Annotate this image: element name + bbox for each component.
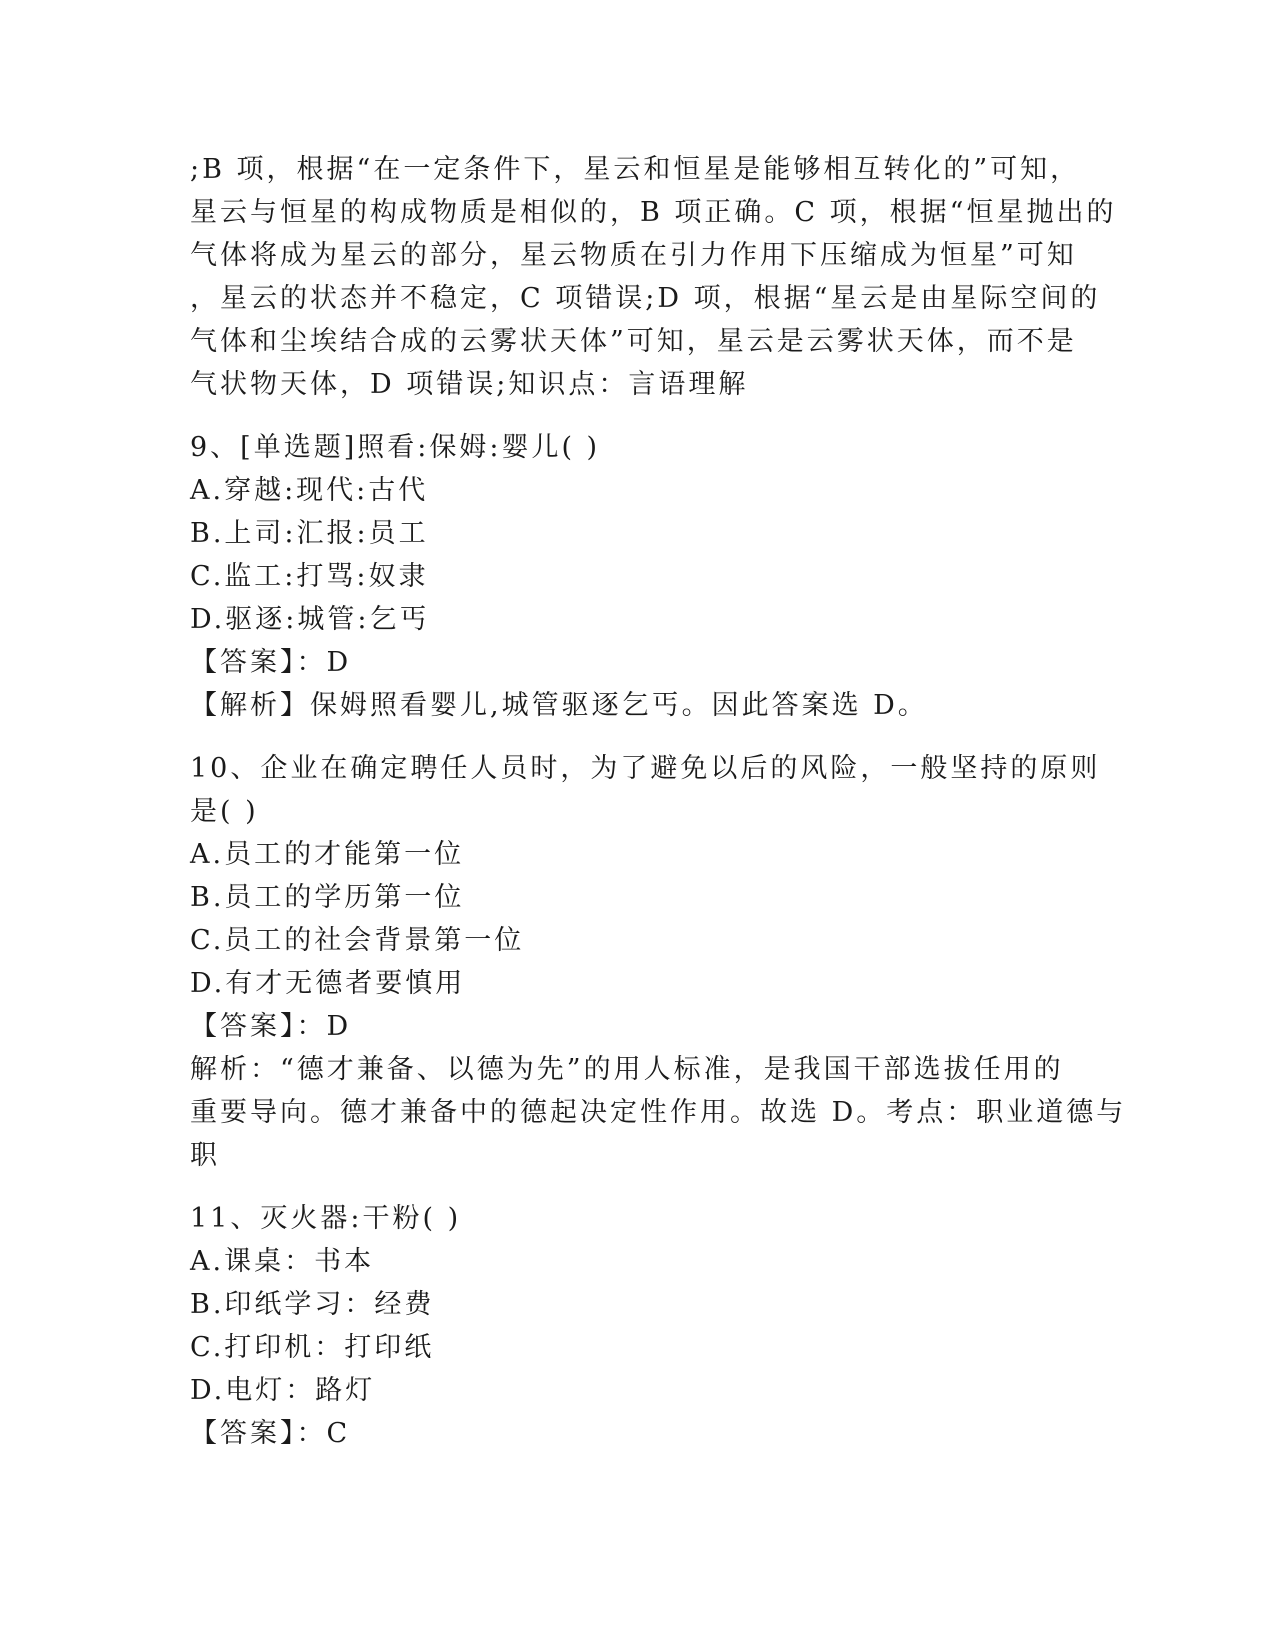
document-page — [190, 148, 1127, 1455]
question-text: 10、企业在确定聘任人员时，为了避免以后的风险，一般坚持的原则 — [190, 753, 1101, 784]
answer-line: 【答案】：D — [190, 1011, 352, 1042]
option-c: C.监工:打骂:奴隶 — [190, 561, 429, 592]
text-line: ，星云的状态并不稳定，C 项错误;D 项，根据“星云是由星际空间的 — [190, 283, 1101, 314]
analysis-line: 【解析】保姆照看婴儿,城管驱逐乞丐。因此答案选 D。 — [190, 690, 928, 721]
analysis-line: 重要导向。德才兼备中的德起决定性作用。故选 D。考点：职业道德与 — [190, 1097, 1127, 1128]
question-text: 9、[单选题]照看:保姆:婴儿( ) — [190, 432, 601, 463]
option-b: B.员工的学历第一位 — [190, 882, 465, 913]
question-10 — [190, 747, 1127, 1177]
answer-line: 【答案】：D — [190, 647, 352, 678]
text-line: 星云与恒星的构成物质是相似的，B 项正确。C 项，根据“恒星抛出的 — [190, 197, 1117, 228]
option-a: A.穿越:现代:古代 — [190, 475, 429, 506]
text-line: ;B 项，根据“在一定条件下，星云和恒星是能够相互转化的”可知， — [190, 154, 1081, 185]
option-a: A.课桌：书本 — [190, 1246, 375, 1277]
text-line: 气体将成为星云的部分，星云物质在引力作用下压缩成为恒星”可知 — [190, 240, 1077, 271]
option-c: C.打印机：打印纸 — [190, 1332, 435, 1363]
option-d: D.驱逐:城管:乞丐 — [190, 604, 430, 635]
question-text: 是( ) — [190, 796, 259, 827]
analysis-line: 职 — [190, 1140, 220, 1171]
question-9 — [190, 426, 1090, 727]
previous-explanation — [190, 148, 1117, 406]
option-a: A.员工的才能第一位 — [190, 839, 465, 870]
analysis-line: 解析：“德才兼备、以德为先”的用人标准，是我国干部选拔任用的 — [190, 1054, 1064, 1085]
option-c: C.员工的社会背景第一位 — [190, 925, 525, 956]
option-d: D.有才无德者要慎用 — [190, 968, 466, 999]
option-d: D.电灯：路灯 — [190, 1375, 376, 1406]
text-line: 气状物天体，D 项错误;知识点：言语理解 — [190, 369, 749, 400]
question-text: 11、灭火器:干粉( ) — [190, 1203, 462, 1234]
answer-line: 【答案】：C — [190, 1418, 351, 1449]
text-line: 气体和尘埃结合成的云雾状天体”可知，星云是云雾状天体，而不是 — [190, 326, 1077, 357]
option-b: B.上司:汇报:员工 — [190, 518, 429, 549]
question-11 — [190, 1197, 1090, 1455]
option-b: B.印纸学习：经费 — [190, 1289, 435, 1320]
